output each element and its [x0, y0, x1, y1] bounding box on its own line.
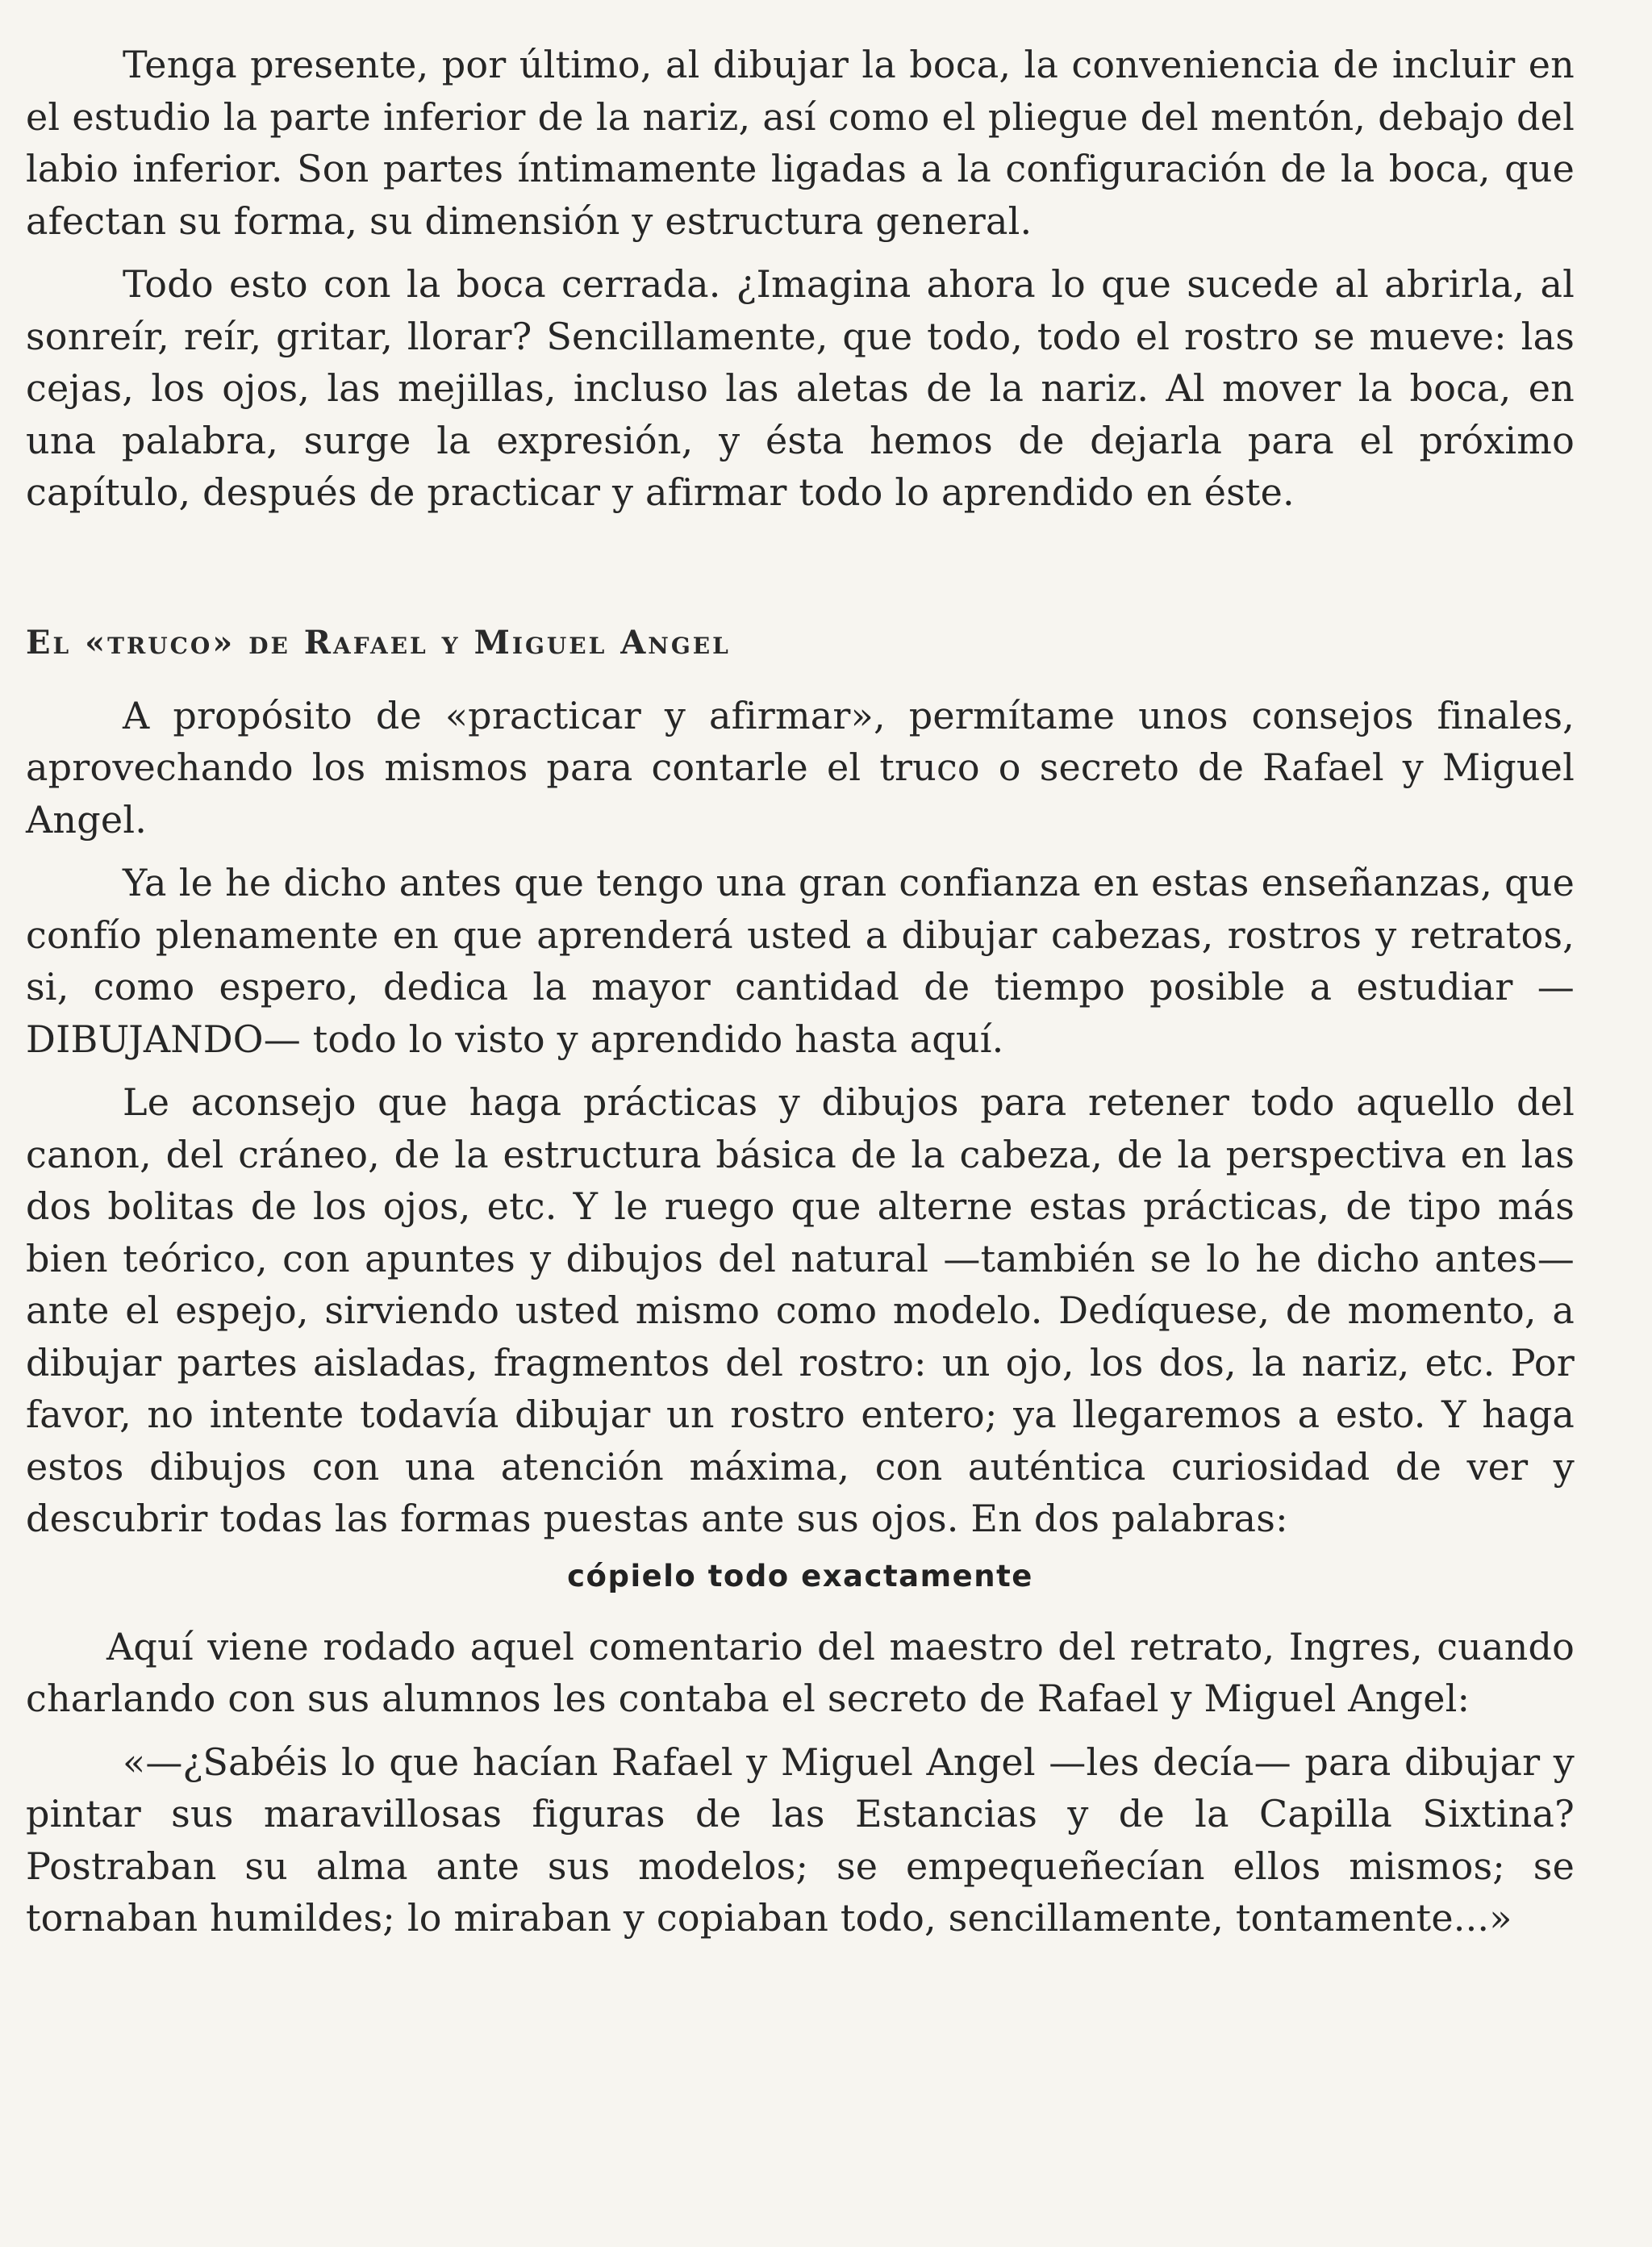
paragraph: Tenga presente, por último, al dibujar la boca, la conveniencia de incluir en el estudio la parte inferior de la nariz, así como el pliegue del mentón, debajo del labio inferior. Son partes íntimamente ligadas a la configuración de la boca, que afectan su forma, su dimensión y estructura general.	[26, 43, 1575, 243]
paragraph: Aquí viene rodado aquel comentario del maestro del retrato, Ingres, cuando charlando con sus alumnos les contaba el secreto de Rafael y Miguel Angel:	[26, 1624, 1575, 1720]
paragraph-gap	[26, 1725, 1575, 1736]
section-heading: El «truco» de Rafael y Miguel Angel	[26, 623, 731, 662]
paragraph: Le aconsejo que haga prácticas y dibujos para retener todo aquello del canon, del cráneo, de la estructura básica de la cabeza, de la perspectiva en las dos bolitas de los ojos, etc. Y le ruego que alterne estas prácticas, de tipo más bien teórico, con apuntes y dibujos del natural —también se lo he dicho antes— ante el espejo, sirviendo usted mismo como modelo. Dedíquese, de momento, a dibujar partes aisladas, fragmentos del rostro: un ojo, los dos, la nariz, etc. Por favor, no intente todavía dibujar un rostro entero; ya llegaremos a esto. Y haga estos dibujos con una atención máxima, con auténtica curiosidad de ver y descubrir todas las formas puestas ante sus ojos. En dos palabras:	[26, 1080, 1575, 1540]
paragraph: A propósito de «practicar y afirmar», permítame unos consejos finales, aprovechando los mismos para contarle el truco o secreto de Rafael y Miguel Angel.	[26, 693, 1575, 842]
document-page	[26, 39, 1575, 1944]
paragraph-gap	[26, 1065, 1575, 1076]
paragraph-gap	[26, 846, 1575, 857]
emphasis-line: cópielo todo exactamente	[567, 1558, 1033, 1593]
paragraph: Todo esto con la boca cerrada. ¿Imagina ahora lo que sucede al abrirla, al sonreír, reír, gritar, llorar? Sencillamente, que todo, todo el rostro se mueve: las cejas, los ojos, las mejillas, incluso las aletas de la nariz. Al mover la boca, en una palabra, surge la expresión, y ésta hemos de dejarla para el próximo capítulo, después de practicar y afirmar todo lo aprendido en éste.	[26, 262, 1575, 514]
paragraph: Ya le he dicho antes que tengo una gran confianza en estas enseñanzas, que confío plenamente en que aprenderá usted a dibujar cabezas, rostros y retratos, si, como espero, dedica la mayor cantidad de tiempo posible a estudiar —DIBUJANDO— todo lo visto y aprendido hasta aquí.	[26, 861, 1575, 1061]
paragraph-gap	[26, 247, 1575, 258]
quote-paragraph: «—¿Sabéis lo que hacían Rafael y Miguel Angel —les decía— para dibujar y pintar sus maravillosas figuras de las Estancias y de la Capilla Sixtina? Postraban su alma ante sus modelos; se empequeñecían ellos mismos; se tornaban humildes; lo miraban y copiaban todo, sencillamente, tontamente...»	[26, 1740, 1575, 1940]
